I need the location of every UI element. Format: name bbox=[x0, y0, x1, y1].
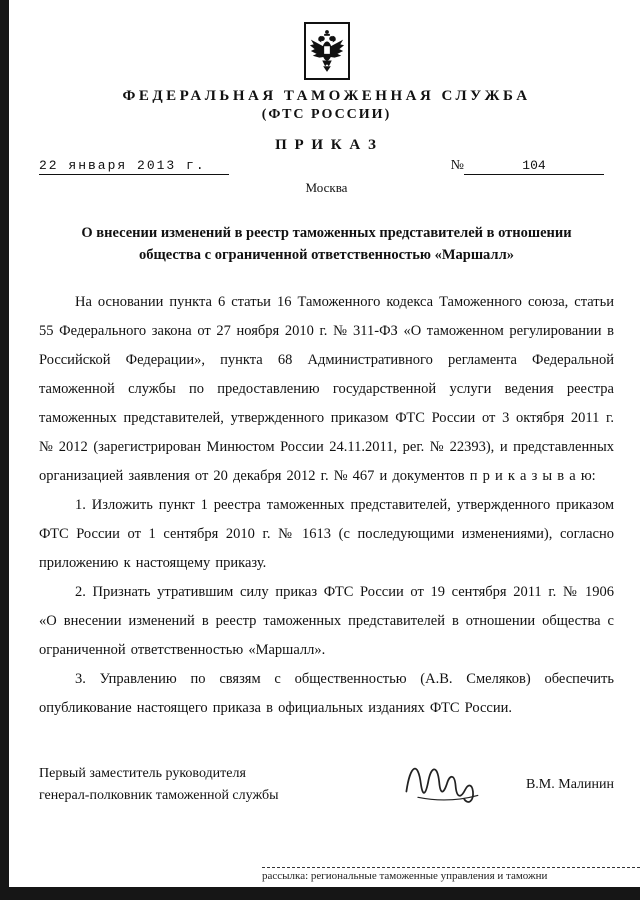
scan-artifact-left-edge bbox=[0, 0, 9, 900]
document-number-group bbox=[451, 158, 604, 175]
document-number: 104 bbox=[464, 158, 604, 175]
number-sign-label: № bbox=[450, 158, 464, 173]
double-headed-eagle-icon bbox=[308, 27, 346, 75]
document-date: 22 января 2013 г. bbox=[39, 158, 229, 175]
signer-position-line2: генерал-полковник таможенной службы bbox=[39, 787, 279, 803]
paragraph-item-3: 3. Управлению по связям с общественностью (А.В. Смеляков) обеспечить опубликование настоящего приказа в официальных изданиях ФТС России. bbox=[39, 671, 614, 716]
organization-abbreviation: (ФТС РОССИИ) bbox=[261, 107, 392, 122]
paragraph-preamble: На основании пункта 6 статьи 16 Таможенного кодекса Таможенного союза, статьи 55 Федерального закона от 27 ноября 2010 г. № 311-ФЗ «О таможенном регулировании в Российской Федерации», пункта 68 Административного регламента Федеральной таможенной службы по предоставлению государственной услуги ведения реестра таможенных представителей, утвержденного приказом ФТС России от 3 октября 2011 г. № 2012 (зарегистрирован Минюстом России 24.11.2011, рег. № 22393), и представленных организацией заявления от 20 декабря 2012 г. № 467 и документов п р и к а з ы в а ю: bbox=[39, 294, 614, 484]
coat-of-arms-frame bbox=[304, 22, 350, 80]
handwritten-signature bbox=[389, 751, 514, 809]
distribution-note: рассылка: региональные таможенные управления и таможни bbox=[262, 867, 640, 882]
scan-artifact-bottom-edge bbox=[0, 887, 640, 900]
signature-block bbox=[39, 761, 614, 809]
document-title: О внесении изменений в реестр таможенных представителей в отношении общества с ограниченной ответственностью «Маршалл» bbox=[81, 225, 572, 263]
paragraph-item-1: 1. Изложить пункт 1 реестра таможенных представителей, утвержденного приказом ФТС России от 1 сентября 2010 г. № 1613 (с последующими изменениями), согласно приложению к настоящему приказу. bbox=[39, 497, 614, 571]
date-number-row bbox=[39, 158, 614, 175]
city-label: Москва bbox=[305, 180, 348, 195]
document-type-heading: П Р И К А З bbox=[275, 137, 378, 153]
emblem-container bbox=[39, 0, 614, 80]
document-body bbox=[39, 288, 614, 723]
signer-position-line1: Первый заместитель руководителя bbox=[39, 765, 246, 781]
document-page bbox=[9, 0, 640, 887]
organization-name: ФЕДЕРАЛЬНАЯ ТАМОЖЕННАЯ СЛУЖБА bbox=[122, 88, 531, 104]
signer-name: В.М. Малинин bbox=[525, 776, 614, 792]
signer-position bbox=[39, 763, 329, 807]
paragraph-item-2: 2. Признать утратившим силу приказ ФТС России от 19 сентября 2011 г. № 1906 «О внесении изменений в реестр таможенных представителей в отношении общества с ограниченной ответственностью «Маршалл». bbox=[39, 584, 614, 658]
